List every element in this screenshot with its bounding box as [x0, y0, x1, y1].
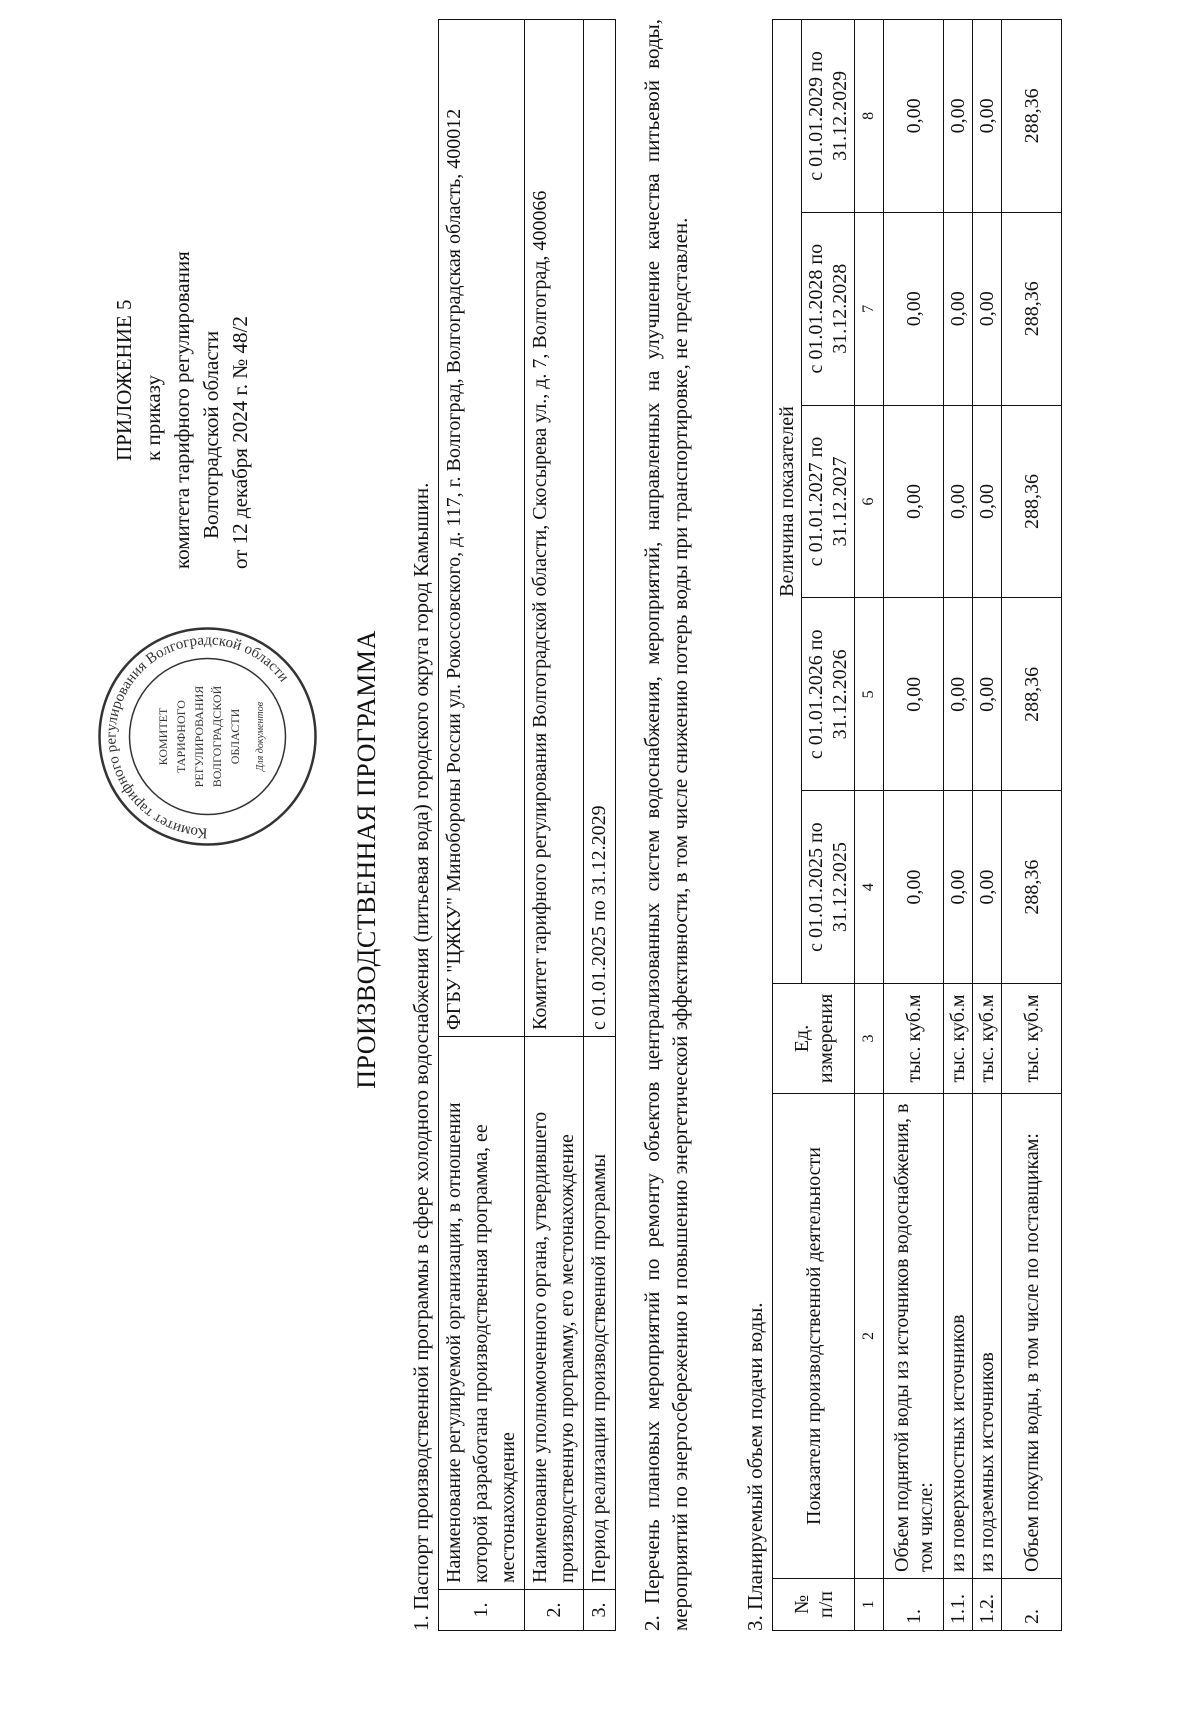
table-row	[973, 20, 1002, 1631]
row-value: 0,00	[884, 405, 944, 598]
row-unit: тыс. куб.м	[973, 984, 1002, 1094]
col-values-header: Величина показателей	[773, 20, 802, 984]
appendix-label: ПРИЛОЖЕНИЕ 5	[112, 299, 136, 461]
section3-heading: 3. Планируемый объем подачи воды.	[743, 1302, 767, 1631]
row-number: 1.	[884, 1579, 944, 1631]
row-value: 288,36	[1002, 598, 1062, 791]
column-number: 2	[855, 1094, 884, 1579]
period-header: с 01.01.2026 по 31.12.2026	[802, 598, 855, 791]
row-value: 0,00	[973, 212, 1002, 405]
section1-heading: 1. Паспорт производственной программы в сфере холодного водоснабжения (питьевая вода) городского округа город Камышин.	[409, 482, 433, 1631]
period-header: с 01.01.2028 по 31.12.2028	[802, 212, 855, 405]
row-number: 3.	[584, 1590, 616, 1631]
column-number: 8	[855, 20, 884, 213]
table-header-row	[773, 20, 802, 1631]
order-date-number: от 12 декабря 2024 г. № 48/2	[228, 316, 252, 569]
stamp-line-3: РЕГУЛИРОВАНИЯ	[192, 685, 206, 788]
stamp-bottom-text: Для документов	[255, 701, 266, 772]
row-value: 0,00	[944, 791, 973, 984]
stamp-line-1: КОМИТЕТ	[156, 707, 170, 766]
row-value: Комитет тарифного регулирования Волгоградской области, Скосырева ул., д. 7, Волгоград, 400066	[525, 20, 584, 1037]
column-number: 5	[855, 598, 884, 791]
stamp-line-2: ТАРИФНОГО	[174, 700, 188, 773]
row-value: ФГБУ "ЦЖКУ" Минобороны России ул. Рокоссовского, д. 117, г. Волгоград, Волгоградская область, 400012	[439, 20, 525, 1037]
row-value: 0,00	[973, 791, 1002, 984]
row-value: 288,36	[1002, 791, 1062, 984]
period-header: с 01.01.2029 по 31.12.2029	[802, 20, 855, 213]
row-value: 0,00	[944, 405, 973, 598]
row-value: 0,00	[884, 212, 944, 405]
row-value: 0,00	[973, 20, 1002, 213]
water-supply-table	[772, 19, 1062, 1631]
period-header: с 01.01.2027 по 31.12.2027	[802, 405, 855, 598]
row-unit: тыс. куб.м	[944, 984, 973, 1094]
row-unit: тыс. куб.м	[1002, 984, 1062, 1094]
col-indicator-header: Показатели производственной деятельности	[773, 1094, 855, 1579]
row-number: 1.1.	[944, 1579, 973, 1631]
col-unit-header: Ед. измерения	[773, 984, 855, 1094]
stamp-seal-icon	[95, 624, 320, 849]
column-number: 1	[855, 1579, 884, 1631]
row-value: 0,00	[944, 598, 973, 791]
row-label: Период реализации производственной программы	[584, 1037, 616, 1590]
table-row	[584, 20, 616, 1631]
row-value: 0,00	[884, 598, 944, 791]
row-value: 0,00	[884, 791, 944, 984]
row-value: 0,00	[944, 212, 973, 405]
row-name: из подземных источников	[973, 1094, 1002, 1579]
column-number: 4	[855, 791, 884, 984]
row-value: 288,36	[1002, 20, 1062, 213]
table-row	[525, 20, 584, 1631]
table-row	[884, 20, 944, 1631]
committee-label: комитета тарифного регулирования	[170, 251, 194, 569]
page-title: ПРОИЗВОДСТВЕННАЯ ПРОГРАММА	[352, 630, 381, 1089]
row-number: 1.	[439, 1590, 525, 1631]
row-name: Объем покупки воды, в том числе по поставщикам:	[1002, 1094, 1062, 1579]
stamp-line-4: ВОЛГОГРАДСКОЙ	[210, 685, 224, 788]
row-name: из поверхностных источников	[944, 1094, 973, 1579]
column-number: 3	[855, 984, 884, 1094]
official-stamp	[95, 624, 320, 849]
row-value: 288,36	[1002, 212, 1062, 405]
row-value: 0,00	[944, 20, 973, 213]
period-header: с 01.01.2025 по 31.12.2025	[802, 791, 855, 984]
row-value: 288,36	[1002, 405, 1062, 598]
appendix-header	[110, 251, 255, 569]
to-order-label: к приказу	[141, 375, 165, 461]
column-number: 6	[855, 405, 884, 598]
row-value: 0,00	[973, 598, 1002, 791]
column-number-row	[855, 20, 884, 1631]
row-value: с 01.01.2025 по 31.12.2029	[584, 20, 616, 1037]
column-number: 7	[855, 212, 884, 405]
row-number: 2.	[1002, 1579, 1062, 1631]
region-label: Волгоградской области	[199, 330, 223, 539]
row-name: Объем поднятой воды из источников водоснабжения, в том числе:	[884, 1094, 944, 1579]
row-number: 2.	[525, 1590, 584, 1631]
row-unit: тыс. куб.м	[884, 984, 944, 1094]
stamp-ring-text: Комитет тарифного регулирования Волгоградской области	[103, 632, 292, 841]
table-row	[944, 20, 973, 1631]
col-num-header: № п/п	[773, 1579, 855, 1631]
row-value: 0,00	[973, 405, 1002, 598]
table-row	[439, 20, 525, 1631]
row-value: 0,00	[884, 20, 944, 213]
row-number: 1.2.	[973, 1579, 1002, 1631]
stamp-line-5: ОБЛАСТИ	[228, 708, 242, 765]
row-label: Наименование уполномоченного органа, утвердившего производственную программу, его местонахождение	[525, 1037, 584, 1590]
section2-text: 2. Перечень плановых мероприятий по ремонту объектов централизованных систем водоснабжения, мероприятий, направленных на улучшение качества питьевой воды, мероприятий по энергосбережению и повышению энергетической эффективности, в том числе снижению потерь воды при транспортировке, не представлен.	[640, 19, 692, 1631]
table-row	[1002, 20, 1062, 1631]
passport-table	[438, 19, 616, 1631]
row-label: Наименование регулируемой организации, в отношении которой разработана производственная программа, ее местонахождение	[439, 1037, 525, 1590]
